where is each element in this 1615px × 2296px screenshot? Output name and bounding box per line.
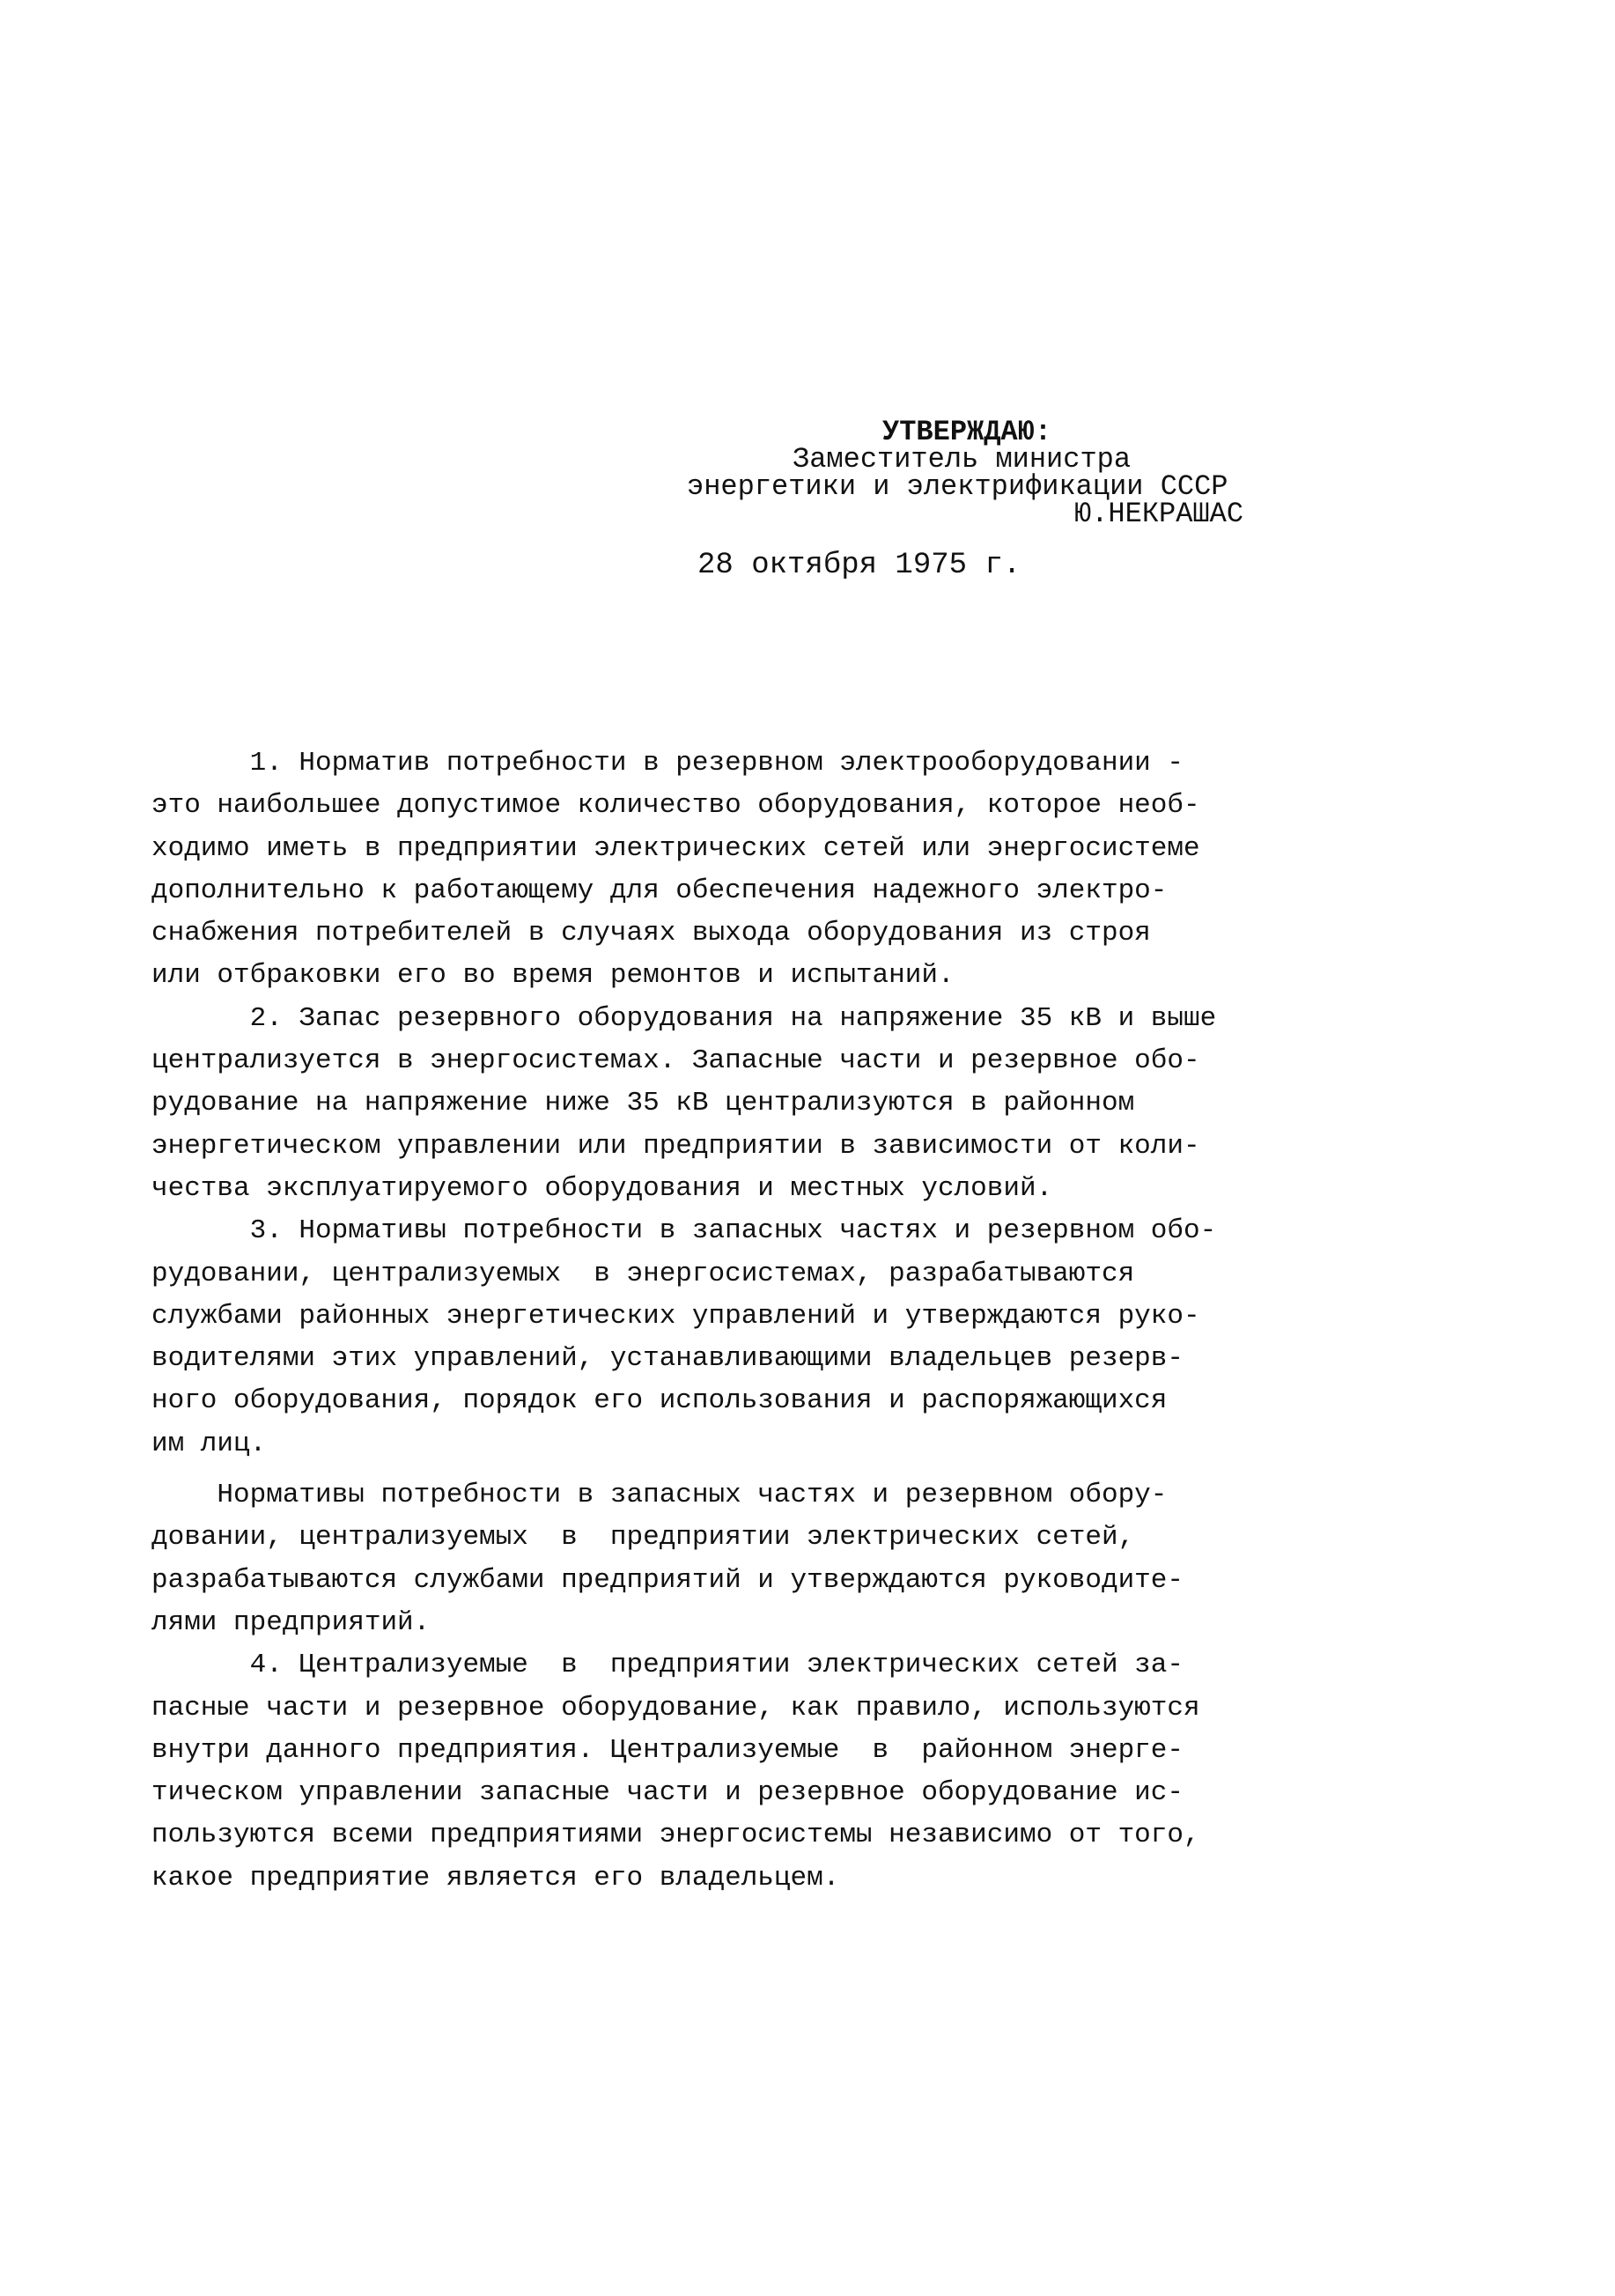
paragraph-3-line-6: им лиц. (151, 1428, 267, 1459)
paragraph-3-line-5: ного оборудования, порядок его использования и распоряжающихся (151, 1385, 1168, 1417)
approval-block (687, 418, 1259, 580)
approver-name: Ю.НЕКРАШАС (1074, 498, 1244, 530)
paragraph-4-line-1: Нормативы потребности в запасных частях и резервном обору- (151, 1480, 1168, 1511)
paragraph-2-line-1: 2. Запас резервного оборудования на напряжение 35 кВ и выше (151, 1002, 1217, 1034)
paragraph-1-line-1: 1. Норматив потребности в резервном электрооборудовании - (151, 748, 1184, 779)
paragraph-5-line-4: тическом управлении запасные части и резервное оборудование ис- (151, 1777, 1184, 1809)
paragraph-1-line-6: или отбраковки его во время ремонтов и испытаний. (151, 960, 955, 992)
paragraph-4-line-3: разрабатываются службами предприятий и утверждаются руководите- (151, 1564, 1184, 1596)
paragraph-3-line-2: рудовании, централизуемых в энергосистемах, разрабатываются (151, 1258, 1135, 1289)
paragraph-1-line-4: дополнительно к работающему для обеспечения надежного электро- (151, 875, 1168, 906)
paragraph-5-line-1: 4. Централизуемые в предприятии электрических сетей за- (151, 1650, 1184, 1681)
paragraph-1-line-3: ходимо иметь в предприятии электрических сетей или энергосистеме (151, 832, 1200, 864)
paragraph-2-line-4: энергетическом управлении или предприятии в зависимости от коли- (151, 1130, 1200, 1162)
approval-date: 28 октября 1975 г. (697, 549, 1021, 582)
approver-position-line-2: энергетики и электрификации СССР (687, 470, 1228, 503)
paragraph-4-line-4: лями предприятий. (151, 1606, 431, 1638)
paragraph-3-line-4: водителями этих управлений, устанавливающими владельцев резерв- (151, 1343, 1184, 1375)
paragraph-1-line-5: снабжения потребителей в случаях выхода оборудования из строя (151, 918, 1151, 949)
document-body (151, 742, 1261, 1900)
approval-heading: УТВЕРЖДАЮ: (882, 416, 1052, 448)
paragraph-3-line-1: 3. Нормативы потребности в запасных частях и резервном обо- (151, 1215, 1217, 1247)
paragraph-5-line-2: пасные части и резервное оборудование, как правило, используются (151, 1692, 1200, 1724)
paragraph-5-line-3: внутри данного предприятия. Централизуемые в районном энерге- (151, 1734, 1184, 1766)
paragraph-spacer (151, 1465, 1261, 1474)
paragraph-1-line-2: это наибольшее допустимое количество оборудования, которое необ- (151, 790, 1200, 822)
approver-position-line-1: Заместитель министра (793, 443, 1132, 476)
paragraph-2-line-3: рудование на напряжение ниже 35 кВ централизуются в районном (151, 1088, 1135, 1119)
paragraph-3-line-3: службами районных энергетических управлений и утверждаются руко- (151, 1300, 1200, 1332)
paragraph-4-line-2: довании, централизуемых в предприятии электрических сетей, (151, 1522, 1135, 1554)
paragraph-2-line-2: централизуется в энергосистемах. Запасные части и резервное обо- (151, 1045, 1200, 1077)
paragraph-5-line-6: какое предприятие является его владельцем. (151, 1862, 840, 1894)
paragraph-5-line-5: пользуются всеми предприятиями энергосистемы независимо от того, (151, 1820, 1200, 1851)
paragraph-2-line-5: чества эксплуатируемого оборудования и местных условий. (151, 1172, 1053, 1204)
